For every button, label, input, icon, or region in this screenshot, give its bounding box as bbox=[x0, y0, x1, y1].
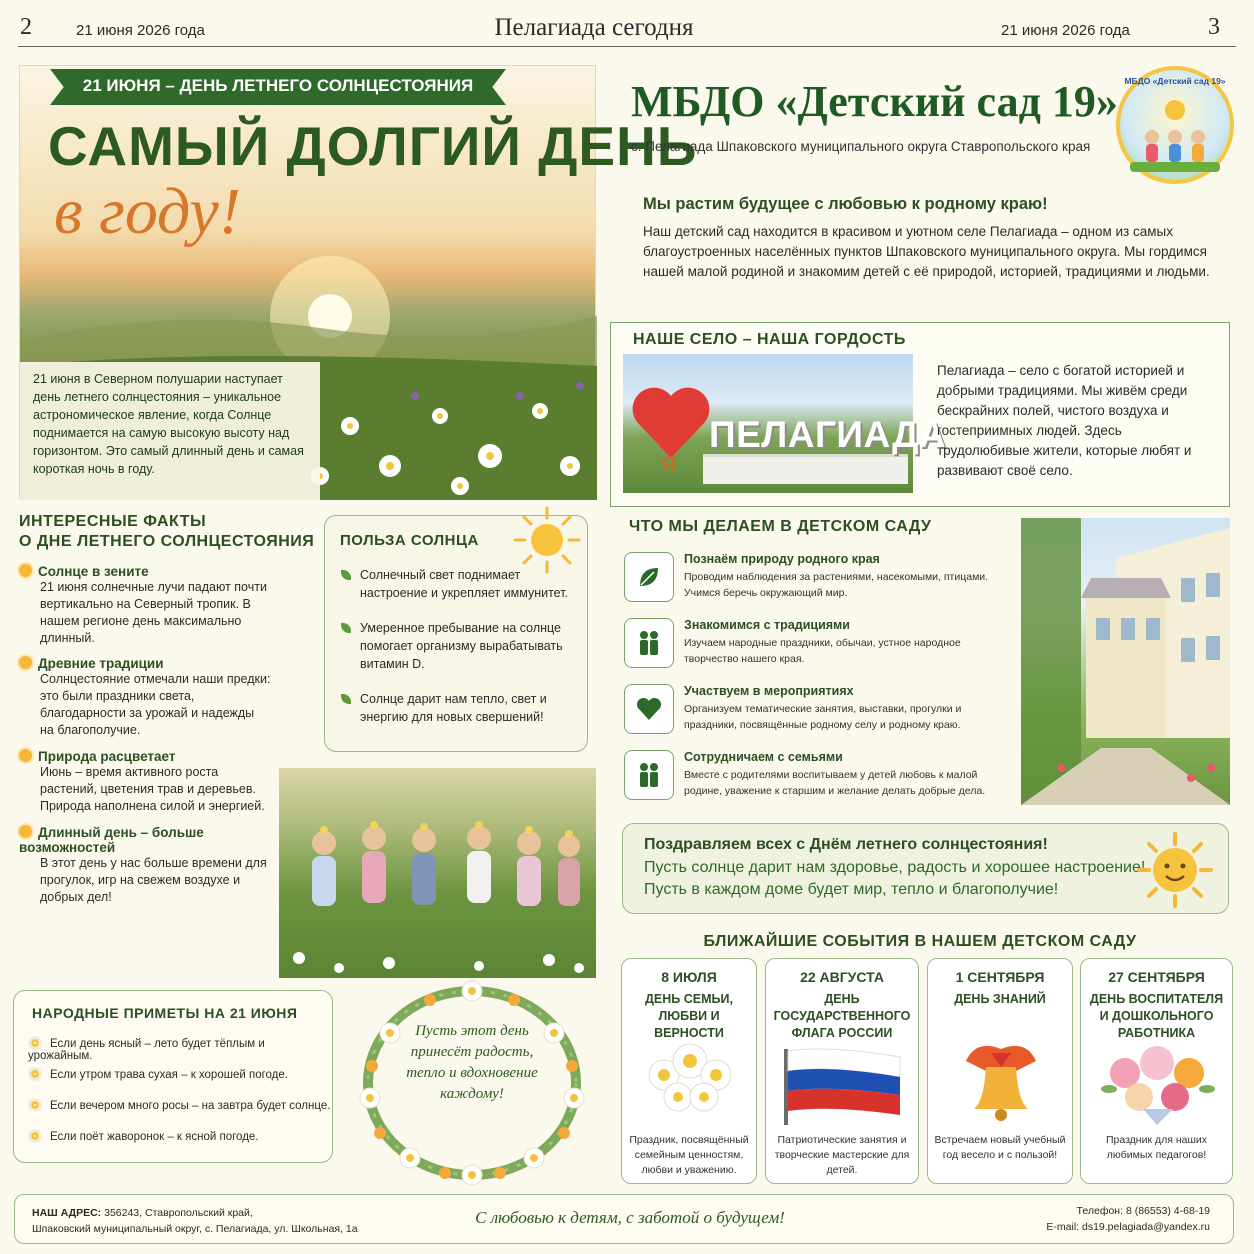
kindergarten-subtitle: с. Пелагиада Шпаковского муниципального округа Ставропольского края bbox=[631, 139, 1091, 154]
flower-bouquet-icon bbox=[1099, 1043, 1217, 1125]
event-desc: Патриотические занятия и творческие мастерские для детей. bbox=[774, 1134, 910, 1176]
family-icon bbox=[624, 618, 674, 668]
event-name: ДЕНЬ ВОСПИТАТЕЛЯ И ДОШКОЛЬНОГО РАБОТНИКА bbox=[1089, 992, 1224, 1040]
village-box bbox=[610, 322, 1230, 507]
page-number-right: 3 bbox=[1208, 14, 1220, 40]
children-illustration bbox=[279, 768, 596, 978]
address-line-1: 356243, Ставропольский край, bbox=[104, 1207, 253, 1219]
omen-item: Если вечером много росы – на завтра будет солнце. bbox=[28, 1098, 330, 1112]
chamomile-icon bbox=[28, 1067, 42, 1081]
address-line-2: Шпаковский муниципальный округ, с. Пелагиада, ул. Школьная, 1а bbox=[32, 1223, 358, 1235]
activity-text: Организуем тематические занятия, выставки, прогулки и праздники, посвящённые родному селу и родному краю. bbox=[684, 703, 962, 731]
event-name: ДЕНЬ ГОСУДАРСТВЕННОГО ФЛАГА РОССИИ bbox=[773, 992, 911, 1040]
fact-heading: Природа расцветает bbox=[38, 749, 176, 764]
solstice-hero bbox=[19, 65, 698, 499]
date-left: 21 июня 2026 года bbox=[76, 22, 205, 39]
leaf-icon bbox=[624, 552, 674, 602]
solstice-intro: 21 июня в Северном полушарии наступает день летнего солнцестояния – уникальное астрономическое явление, когда Солнце поднимается на самую высокую высоту над горизонтом. Это самый длинный день и самая короткая ночь в году. bbox=[33, 372, 304, 476]
kindergarten-name: МБДО «Детский сад 19» bbox=[631, 77, 1118, 126]
kindergarten-about: Наш детский сад находится в красивом и уютном селе Пелагиада – одном из самых благоустроенных населённых пунктов Шпаковского муниципального округа. Мы гордимся нашей малой родиной и знакомим детей с её природой, историей, традициями и людьми. bbox=[643, 224, 1210, 279]
fact-item-2 bbox=[19, 656, 271, 739]
fact-text: В этот день у нас больше времени для прогулок, игр на свежем воздухе и добрых дел! bbox=[40, 856, 267, 904]
header-rule bbox=[18, 46, 1236, 47]
logo-text: МБДО «Детский сад 19» bbox=[1124, 76, 1226, 86]
address-label: НАШ АДРЕС: bbox=[32, 1207, 102, 1219]
fact-heading: Длинный день – больше возможностей bbox=[19, 825, 204, 855]
chamomile-icon bbox=[28, 1129, 42, 1143]
school-bell-icon bbox=[956, 1031, 1046, 1123]
event-card bbox=[927, 958, 1073, 1184]
event-desc: Встречаем новый учебный год весело и с пользой! bbox=[934, 1134, 1066, 1161]
village-sign-photo bbox=[623, 354, 947, 493]
event-name: ДЕНЬ СЕМЬИ, ЛЮБВИ И ВЕРНОСТИ bbox=[645, 992, 733, 1040]
event-date: 22 АВГУСТА bbox=[800, 969, 884, 985]
heart-icon bbox=[624, 684, 674, 734]
greeting-line-2: Пусть в каждом доме будет мир, тепло и благополучие! bbox=[644, 881, 1059, 898]
kindergarten-slogan: Мы растим будущее с любовью к родному краю! bbox=[643, 195, 1048, 213]
omens-box bbox=[13, 990, 333, 1163]
sun-icon bbox=[19, 749, 32, 762]
solstice-headline: САМЫЙ ДОЛГИЙ ДЕНЬ bbox=[48, 115, 698, 177]
wreath-text: Пусть этот день принесёт радость, тепло и вдохновение каждому! bbox=[406, 1023, 538, 1102]
footer-phone: Телефон: 8 (86553) 4-68-19 bbox=[1076, 1205, 1210, 1217]
event-date: 1 СЕНТЯБРЯ bbox=[955, 969, 1045, 985]
fact-item-1 bbox=[19, 564, 271, 647]
solstice-script: в году! bbox=[54, 175, 241, 248]
event-date: 8 ИЮЛЯ bbox=[661, 969, 717, 985]
events-title: БЛИЖАЙШИЕ СОБЫТИЯ В НАШЕМ ДЕТСКОМ САДУ bbox=[703, 933, 1137, 950]
event-card bbox=[1080, 958, 1233, 1184]
activity-text: Проводим наблюдения за растениями, насекомыми, птицами. Учимся беречь окружающий мир. bbox=[684, 571, 989, 599]
parents-icon bbox=[624, 750, 674, 800]
greeting-box bbox=[622, 823, 1229, 914]
sun-benefit-item: Солнечный свет поднимает настроение и укрепляет иммунитет. bbox=[341, 566, 581, 602]
event-name: ДЕНЬ ЗНАНИЙ bbox=[954, 992, 1046, 1006]
omen-item: Если день ясный – лето будет тёплым и урожайным. bbox=[28, 1038, 265, 1062]
fact-item-4 bbox=[19, 825, 271, 906]
russian-flag-icon bbox=[780, 1049, 906, 1125]
event-card bbox=[621, 958, 757, 1184]
fact-item-3 bbox=[19, 749, 277, 815]
village-sign-base bbox=[703, 454, 908, 484]
footer-address bbox=[32, 1205, 358, 1237]
greeting-title: Поздравляем всех с Днём летнего солнцестояния! bbox=[644, 836, 1048, 853]
logo-children-icon bbox=[1130, 92, 1220, 172]
activity-heading: Участвуем в мероприятиях bbox=[684, 684, 854, 698]
sun-icon bbox=[19, 825, 32, 838]
fact-heading: Древние традиции bbox=[38, 656, 164, 671]
date-right: 21 июня 2026 года bbox=[1001, 22, 1130, 39]
fact-text: Июнь – время активного роста растений, цветения трав и деревьев. Природа наполнена силой и энергией. bbox=[40, 765, 265, 813]
facts-title-2: О ДНЕ ЛЕТНЕГО СОЛНЦЕСТОЯНИЯ bbox=[19, 533, 315, 550]
building-illustration bbox=[1021, 518, 1230, 805]
event-date: 27 СЕНТЯБРЯ bbox=[1108, 969, 1205, 985]
village-sign-small: Я bbox=[661, 452, 677, 477]
activity-text: Изучаем народные праздники, обычаи, устное народное творчество нашего края. bbox=[684, 637, 961, 665]
activity-heading: Сотрудничаем с семьями bbox=[684, 750, 843, 764]
fact-heading: Солнце в зените bbox=[38, 564, 149, 579]
activity-text: Вместе с родителями воспитываем у детей любовь к малой родине, уважение к старшим и желание делать добрые дела. bbox=[684, 769, 986, 797]
sun-icon bbox=[19, 656, 32, 669]
omen-item: Если утром трава сухая – к хорошей погоде. bbox=[28, 1067, 288, 1081]
event-desc: Праздник, посвящённый семейным ценностям, любви и уважению. bbox=[629, 1134, 749, 1176]
smiling-sun-icon bbox=[1135, 832, 1215, 908]
chamomile-bouquet-icon bbox=[644, 1035, 736, 1117]
activities-title: ЧТО МЫ ДЕЛАЕМ В ДЕТСКОМ САДУ bbox=[629, 518, 932, 535]
sun-benefit-box bbox=[324, 515, 588, 752]
village-sign-text: ПЕЛАГИАДА bbox=[709, 414, 947, 455]
kindergarten-logo bbox=[1116, 66, 1234, 184]
event-desc: Праздник для наших любимых педагогов! bbox=[1105, 1134, 1208, 1161]
children-photo bbox=[279, 768, 596, 978]
sun-benefit-item: Солнце дарит нам тепло, свет и энергию для новых свершений! bbox=[341, 690, 581, 726]
omens-title: НАРОДНЫЕ ПРИМЕТЫ НА 21 ИЮНЯ bbox=[32, 1005, 298, 1021]
chamomile-icon bbox=[28, 1036, 42, 1050]
fact-text: 21 июня солнечные лучи падают почти вертикально на Северный тропик. В нашем регионе день максимально длинный. bbox=[40, 580, 267, 645]
footer-email[interactable]: E-mail: ds19.pelagiada@yandex.ru bbox=[1046, 1221, 1210, 1233]
facts-title-1: ИНТЕРЕСНЫЕ ФАКТЫ bbox=[19, 513, 207, 530]
activity-heading: Познаём природу родного края bbox=[684, 552, 880, 566]
fact-text: Солнцестояние отмечали наши предки: это были праздники света, благодарности за урожай и надежды на благополучие. bbox=[40, 672, 271, 737]
sun-icon bbox=[19, 564, 32, 577]
omen-item: Если поёт жаворонок – к ясной погоде. bbox=[28, 1129, 259, 1143]
footer-motto: С любовью к детям, с заботой о будущем! bbox=[475, 1208, 785, 1227]
chamomile-icon bbox=[28, 1098, 42, 1112]
village-title: НАШЕ СЕЛО – НАША ГОРДОСТЬ bbox=[633, 331, 906, 348]
village-text: Пелагиада – село с богатой историей и добрыми традициями. Мы живём среди бескрайних полей, чистого воздуха и гостеприимных людей. Здесь трудолюбивые жители, которые любят и развивают своё село. bbox=[937, 363, 1192, 478]
activity-heading: Знакомимся с традициями bbox=[684, 618, 850, 632]
newspaper-title: Пелагиада сегодня bbox=[494, 14, 694, 41]
heart-icon bbox=[629, 382, 713, 462]
kindergarten-building-photo bbox=[1021, 518, 1230, 805]
event-card bbox=[765, 958, 919, 1184]
date-ribbon-text: 21 ИЮНЯ – ДЕНЬ ЛЕТНЕГО СОЛНЦЕСТОЯНИЯ bbox=[82, 76, 474, 95]
sun-benefit-title: ПОЛЬЗА СОЛНЦА bbox=[340, 532, 479, 549]
sun-benefit-item: Умеренное пребывание на солнце помогает организму вырабатывать витамин D. bbox=[341, 619, 581, 673]
page-number-left: 2 bbox=[20, 14, 32, 40]
greeting-line-1: Пусть солнце дарит нам здоровье, радость и хорошее настроение! bbox=[644, 859, 1146, 876]
